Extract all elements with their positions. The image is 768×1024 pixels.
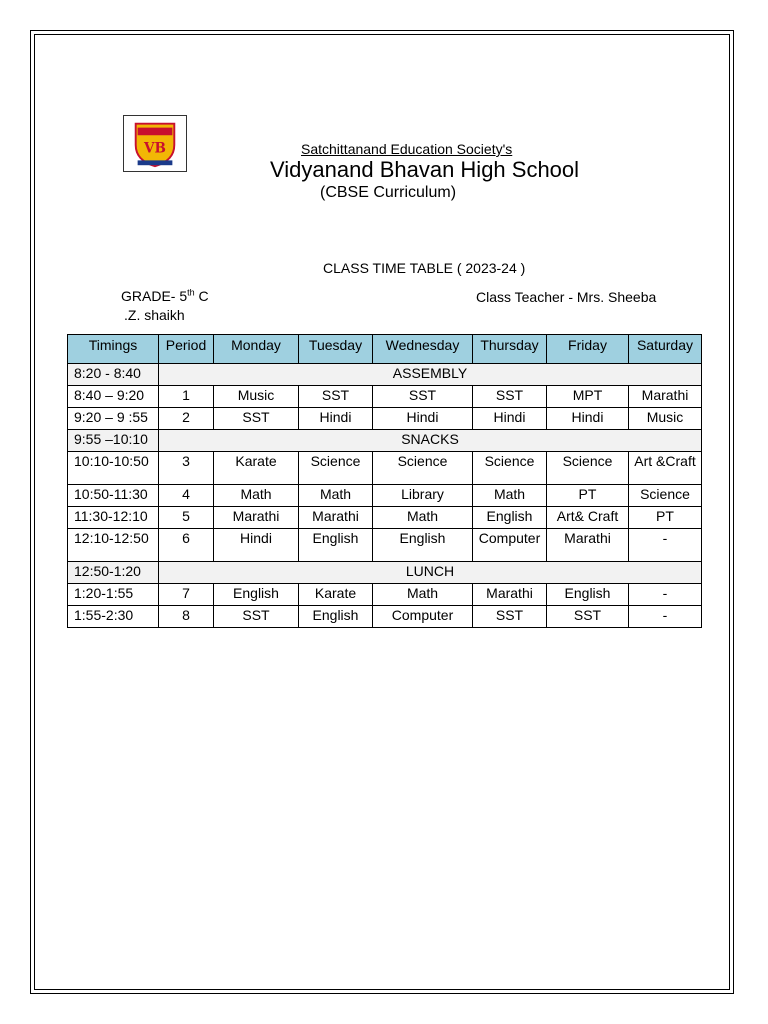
subject-cell-thursday: Marathi (473, 584, 547, 606)
subject-cell-thursday: Hindi (473, 408, 547, 430)
subject-cell-wednesday: Computer (373, 606, 473, 628)
school-name: Vidyanand Bhavan High School (270, 157, 580, 182)
school-logo-icon (124, 116, 186, 171)
subject-cell-saturday: PT (629, 507, 702, 529)
timing-cell: 8:40 – 9:20 (68, 386, 159, 408)
subject-cell-saturday: Science (629, 485, 702, 507)
break-label-lunch: LUNCH (159, 562, 702, 584)
subject-cell-tuesday: SST (299, 386, 373, 408)
table-header-row (68, 335, 702, 364)
table-row (68, 386, 702, 408)
table-row (68, 606, 702, 628)
subject-cell-tuesday: Marathi (299, 507, 373, 529)
column-header-friday: Friday (547, 335, 629, 364)
subject-cell-wednesday: Library (373, 485, 473, 507)
table-row (68, 364, 702, 386)
subject-cell-tuesday: Science (299, 452, 373, 485)
column-header-wednesday: Wednesday (373, 335, 473, 364)
grade-label (121, 288, 209, 304)
logo-initials: VB (144, 140, 166, 157)
subject-cell-tuesday: Hindi (299, 408, 373, 430)
table-row (68, 485, 702, 507)
timing-cell: 12:50-1:20 (68, 562, 159, 584)
subject-cell-friday: Science (547, 452, 629, 485)
subject-cell-wednesday: Math (373, 584, 473, 606)
subject-cell-saturday: - (629, 529, 702, 562)
grade-text: GRADE- 5 (121, 288, 188, 304)
subject-cell-monday: Karate (214, 452, 299, 485)
subject-cell-friday: Hindi (547, 408, 629, 430)
subject-cell-monday: Music (214, 386, 299, 408)
subject-cell-thursday: Science (473, 452, 547, 485)
table-row (68, 507, 702, 529)
subject-cell-monday: Marathi (214, 507, 299, 529)
table-row (68, 584, 702, 606)
period-cell: 7 (159, 584, 214, 606)
timing-cell: 11:30-12:10 (68, 507, 159, 529)
table-row (68, 452, 702, 485)
period-cell: 4 (159, 485, 214, 507)
class-teacher: Class Teacher - Mrs. Sheeba (476, 289, 657, 305)
timing-cell: 8:20 - 8:40 (68, 364, 159, 386)
subject-cell-wednesday: Hindi (373, 408, 473, 430)
subject-cell-monday: Math (214, 485, 299, 507)
subject-cell-friday: PT (547, 485, 629, 507)
class-teacher-continued: .Z. shaikh (124, 307, 185, 323)
period-cell: 5 (159, 507, 214, 529)
subject-cell-friday: Art& Craft (547, 507, 629, 529)
column-header-period: Period (159, 335, 214, 364)
subject-cell-tuesday: Math (299, 485, 373, 507)
subject-cell-wednesday: Science (373, 452, 473, 485)
period-cell: 6 (159, 529, 214, 562)
subject-cell-saturday: Art &Craft (629, 452, 702, 485)
timing-cell: 10:50-11:30 (68, 485, 159, 507)
timing-cell: 9:20 – 9 :55 (68, 408, 159, 430)
period-cell: 2 (159, 408, 214, 430)
school-logo (123, 115, 187, 172)
subject-cell-monday: SST (214, 606, 299, 628)
subject-cell-friday: MPT (547, 386, 629, 408)
subject-cell-tuesday: Karate (299, 584, 373, 606)
table-row (68, 408, 702, 430)
subject-cell-monday: SST (214, 408, 299, 430)
period-cell: 8 (159, 606, 214, 628)
column-header-monday: Monday (214, 335, 299, 364)
table-row (68, 430, 702, 452)
table-row (68, 529, 702, 562)
subject-cell-thursday: SST (473, 386, 547, 408)
subject-cell-wednesday: Math (373, 507, 473, 529)
timetable (67, 334, 702, 628)
subject-cell-friday: Marathi (547, 529, 629, 562)
subject-cell-friday: SST (547, 606, 629, 628)
subject-cell-thursday: English (473, 507, 547, 529)
grade-sup: th (187, 287, 195, 298)
subject-cell-saturday: Music (629, 408, 702, 430)
subject-cell-saturday: Marathi (629, 386, 702, 408)
timetable-title: CLASS TIME TABLE ( 2023-24 ) (323, 260, 526, 276)
column-header-tuesday: Tuesday (299, 335, 373, 364)
subject-cell-monday: Hindi (214, 529, 299, 562)
subject-cell-friday: English (547, 584, 629, 606)
subject-cell-thursday: SST (473, 606, 547, 628)
grade-section: C (194, 288, 209, 304)
subject-cell-saturday: - (629, 606, 702, 628)
timing-cell: 10:10-10:50 (68, 452, 159, 485)
subject-cell-tuesday: English (299, 529, 373, 562)
period-cell: 3 (159, 452, 214, 485)
period-cell: 1 (159, 386, 214, 408)
break-label-snacks: SNACKS (159, 430, 702, 452)
subject-cell-saturday: - (629, 584, 702, 606)
timing-cell: 1:20-1:55 (68, 584, 159, 606)
column-header-thursday: Thursday (473, 335, 547, 364)
subject-cell-wednesday: SST (373, 386, 473, 408)
timing-cell: 12:10-12:50 (68, 529, 159, 562)
column-header-saturday: Saturday (629, 335, 702, 364)
curriculum: (CBSE Curriculum) (320, 184, 457, 201)
subject-cell-thursday: Computer (473, 529, 547, 562)
subject-cell-tuesday: English (299, 606, 373, 628)
timing-cell: 1:55-2:30 (68, 606, 159, 628)
column-header-timings: Timings (68, 335, 159, 364)
table-row (68, 562, 702, 584)
subject-cell-monday: English (214, 584, 299, 606)
subject-cell-thursday: Math (473, 485, 547, 507)
timing-cell: 9:55 –10:10 (68, 430, 159, 452)
subject-cell-wednesday: English (373, 529, 473, 562)
society-name: Satchittanand Education Society's (301, 141, 513, 157)
break-label-assembly: ASSEMBLY (159, 364, 702, 386)
